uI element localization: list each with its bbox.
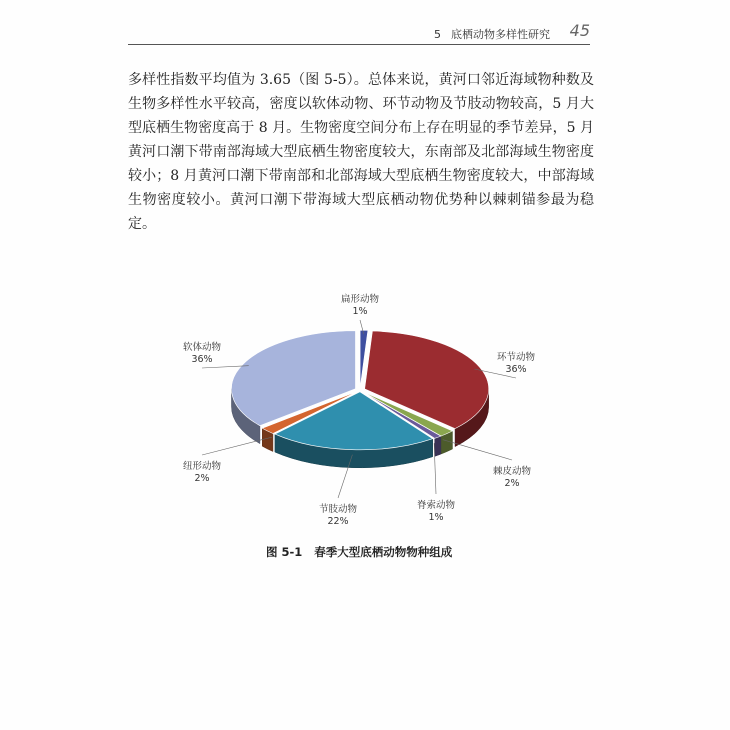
body-text [128,68,594,236]
pie-top-layer [231,330,488,450]
pie-label-value-3: 1% [428,512,444,523]
pie-label-value-4: 22% [327,516,349,527]
pie-label-value-6: 36% [191,354,213,365]
pie-label-name-2: 棘皮动物 [492,466,532,477]
page-number: 45 [569,21,590,40]
pie-label-value-2: 2% [504,478,520,489]
pie-side-3 [435,436,441,456]
figure-title: 春季大型底栖动物物种组成 [314,545,453,559]
header-section-number: 5 [434,28,441,41]
pie-chart-svg [150,290,570,530]
pie-chart [150,290,570,530]
header-section-title: 底栖动物多样性研究 [451,28,550,41]
pie-label-name-5: 纽形动物 [182,461,222,472]
pie-label-name-1: 环节动物 [496,352,536,363]
pie-label-name-3: 脊索动物 [416,500,456,511]
header-section [434,26,550,42]
pie-label-name-6: 软体动物 [182,342,222,353]
pie-label-name-0: 扁形动物 [340,294,380,305]
pie-label-value-5: 2% [194,473,210,484]
pie-leader-2 [443,440,512,460]
body-paragraph: 多样性指数平均值为 3.65（图 5-5）。总体来说，黄河口邻近海域物种数及生物多样性水平较高，密度以软体动物、环节动物及节肢动物较高，5 月大型底栖生物密度高于 8 月。生物密度空间分布上存在明显的季节差异，5 月黄河口潮下带南部海域大型底栖生物密度较大，东南部及北部海域生物密度较小；8 月黄河口潮下带南部和北部海域大型底栖生物密度较大，中部海域生物密度较小。黄河口潮下带海域大型底栖动物优势种以棘刺锚参最为稳定。 [128,72,594,232]
pie-label-value-1: 36% [505,364,527,375]
pie-label-name-4: 节肢动物 [318,504,358,515]
figure-caption [266,544,526,560]
pie-leader-5 [202,437,272,455]
figure-number: 图 5-1 [266,545,303,559]
pie-label-value-0: 1% [352,306,368,317]
running-header [128,20,590,45]
